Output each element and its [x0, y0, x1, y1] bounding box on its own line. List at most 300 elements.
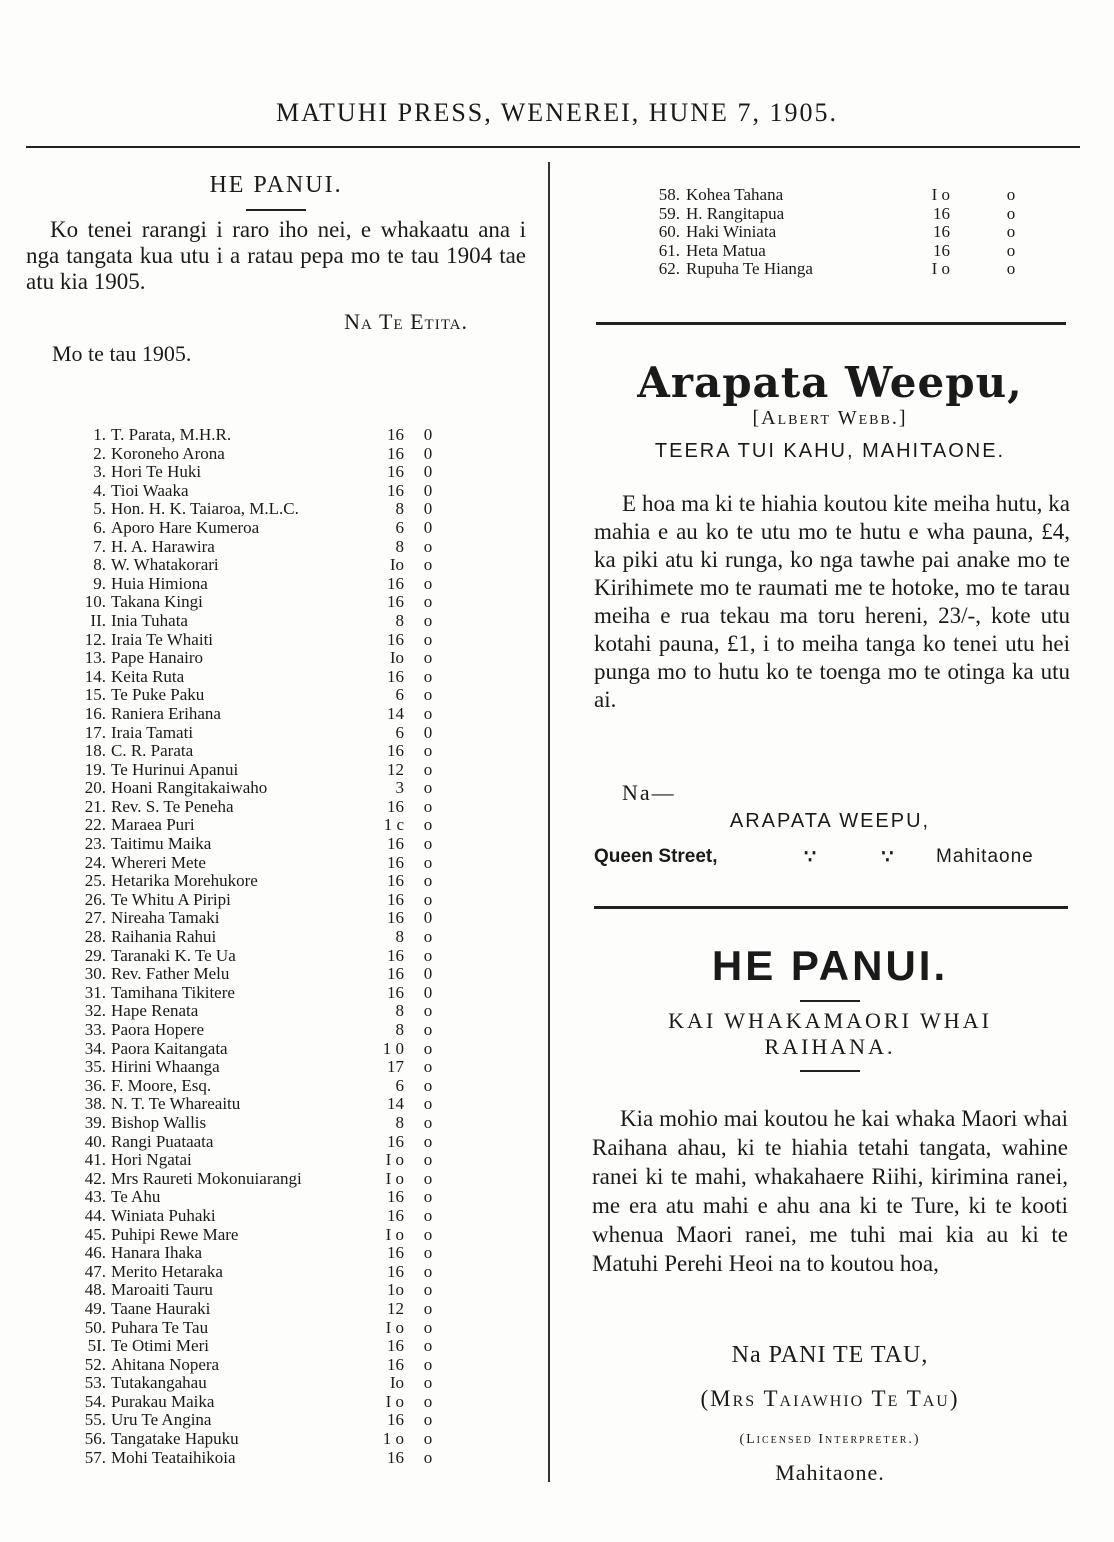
subscriber-number: 46. — [84, 1243, 106, 1263]
amount-pence: o — [423, 1280, 433, 1300]
amount-shillings: 16 — [387, 889, 404, 909]
subscriber-name: Winiata Puhaki — [111, 1205, 216, 1225]
subscriber-row — [74, 1411, 454, 1430]
subscriber-name: Paora Hopere — [111, 1020, 204, 1039]
subscriber-number: 12. — [84, 629, 106, 649]
subscriber-name: Hirini Whaanga — [111, 1057, 220, 1077]
subscriber-row — [74, 854, 454, 873]
subscriber-row — [74, 891, 454, 910]
column-divider — [548, 162, 550, 1482]
amount-pence: o — [423, 666, 433, 686]
amount-pence: o — [423, 1336, 433, 1356]
subscriber-number: 56. — [84, 1429, 106, 1449]
subscriber-number: 45. — [84, 1224, 106, 1244]
subscriber-list-continued — [650, 186, 1030, 279]
subscriber-number: 13. — [84, 648, 106, 668]
subscriber-number: 55. — [84, 1410, 106, 1430]
subscriber-name: Raniera Erihana — [111, 703, 221, 723]
ad-na: Na— — [622, 780, 676, 805]
amount-shillings: 16 — [933, 222, 950, 242]
subscriber-row — [74, 1281, 454, 1300]
year-heading: Mo te tau 1905. — [52, 341, 192, 366]
header-rule — [26, 146, 1080, 148]
subscriber-name: Keita Ruta — [111, 666, 185, 686]
notice2-signature: Na PANI TE TAU, — [731, 1342, 929, 1368]
subscriber-name: Purakau Maika — [111, 1391, 215, 1411]
subscriber-row — [74, 1374, 454, 1393]
subscriber-name: Hoani Rangitakaiwaho — [111, 778, 268, 798]
subscriber-name: Mrs Raureti Mokonuiarangi — [111, 1168, 302, 1188]
ad-town: Mahitaone — [936, 846, 1034, 867]
amount-pence: o — [423, 1410, 433, 1430]
subscriber-number: 49. — [84, 1298, 106, 1318]
subscriber-number: 19. — [84, 759, 106, 779]
subscriber-number: 54. — [84, 1391, 106, 1411]
amount-pence: 0 — [423, 722, 433, 742]
subscriber-row — [74, 984, 454, 1003]
subscriber-row — [74, 1263, 454, 1282]
subscriber-row — [74, 1356, 454, 1375]
subscriber-name: Rev. Father Melu — [111, 964, 230, 984]
subscriber-name: Heta Matua — [686, 240, 766, 260]
newspaper-header: MATUHI PRESS, WENEREI, HUNE 7, 1905. — [276, 98, 838, 127]
amount-pence: o — [1006, 240, 1016, 260]
amount-pence: 0 — [423, 908, 433, 928]
subscriber-name: Hori Ngatai — [111, 1150, 192, 1170]
amount-pence: o — [423, 778, 433, 798]
amount-shillings: 16 — [387, 480, 404, 500]
subscriber-row — [74, 445, 454, 464]
subscriber-row — [74, 1188, 454, 1207]
amount-pence: o — [423, 871, 433, 891]
subscriber-row — [74, 686, 454, 705]
subscriber-row — [74, 1002, 454, 1021]
notice2-body: Kia mohio mai koutou he kai whaka Maori whai Raihana ahau, ki te hiahia tetahi tangata, wahine ranei ki te mahi, whakahaere Riihi, kirimina ranei, me era atu mahi e ahu ana ki te Ture, ki te kooti whenua Maori ranei, me tuhi mai kia au ki te Matuhi Perehi Heoi na to koutou hoa, — [592, 1106, 1068, 1276]
subscriber-row — [74, 1114, 454, 1133]
amount-pence: o — [423, 555, 433, 575]
amount-pence: o — [423, 945, 433, 965]
subscriber-row — [74, 928, 454, 947]
subscriber-number: 14. — [84, 666, 106, 686]
subscriber-name: Hape Renata — [111, 1001, 199, 1021]
subscriber-number: 5. — [93, 499, 106, 519]
subscriber-name: Te Ahu — [111, 1187, 161, 1207]
subscriber-row — [74, 1021, 454, 1040]
subscriber-number: 28. — [84, 927, 106, 947]
amount-pence: o — [423, 927, 433, 947]
subscriber-row — [74, 1151, 454, 1170]
amount-pence: o — [423, 1224, 433, 1244]
subscriber-row — [74, 575, 454, 594]
subscriber-row — [74, 649, 454, 668]
subscriber-name: H. A. Harawira — [111, 536, 215, 556]
amount-pence: o — [423, 1131, 433, 1151]
notice-intro: Ko tenei rarangi i raro iho nei, e whakaatu ana i nga tangata kua utu i a ratau pepa mo te tau 1904 tae atu kia 1905. — [26, 217, 526, 294]
subscriber-row — [74, 1430, 454, 1449]
amount-pence: 0 — [423, 964, 433, 984]
subscriber-name: T. Parata, M.H.R. — [111, 425, 232, 444]
amount-pence: o — [423, 852, 433, 872]
subscriber-name: Hetarika Morehukore — [111, 871, 258, 891]
subscriber-name: Taane Hauraki — [111, 1298, 211, 1318]
ad-trade: TEERA TUI KAHU, MAHITAONE. — [654, 440, 1006, 462]
subscriber-name: Puhara Te Tau — [111, 1317, 209, 1337]
amount-shillings: 16 — [387, 1131, 404, 1151]
amount-shillings: 16 — [387, 573, 404, 593]
subscriber-row — [74, 668, 454, 687]
amount-pence: o — [423, 1094, 433, 1114]
amount-pence: o — [423, 573, 433, 593]
amount-pence: o — [1006, 203, 1016, 223]
left-column — [26, 172, 526, 367]
subscriber-number: 52. — [84, 1354, 106, 1374]
subscriber-row — [74, 798, 454, 817]
amount-pence: 0 — [423, 425, 433, 444]
subscriber-name: Taranaki K. Te Ua — [111, 945, 236, 965]
subscriber-number: 35. — [84, 1057, 106, 1077]
amount-shillings: 16 — [387, 1243, 404, 1263]
subscriber-number: 32. — [84, 1001, 106, 1021]
notice-title: HE PANUI. — [209, 172, 343, 198]
subscriber-name: Kohea Tahana — [686, 185, 784, 204]
subscriber-number: II. — [90, 610, 106, 630]
amount-shillings: 16 — [387, 852, 404, 872]
subscriber-row — [74, 1244, 454, 1263]
subscriber-number: 50. — [84, 1317, 106, 1337]
subscriber-name: Te Puke Paku — [111, 685, 205, 705]
amount-shillings: 14 — [387, 1094, 404, 1114]
amount-shillings: 16 — [387, 1354, 404, 1374]
amount-pence: o — [423, 648, 433, 668]
amount-pence: o — [1006, 222, 1016, 242]
amount-shillings: 8 — [395, 1001, 404, 1021]
amount-shillings: 6 — [395, 1075, 404, 1095]
subscriber-name: Raihania Rahui — [111, 927, 217, 947]
amount-shillings: 8 — [395, 1020, 404, 1039]
subscriber-name: Huia Himiona — [111, 573, 208, 593]
amount-shillings: Io — [389, 555, 404, 575]
subscriber-number: 47. — [84, 1261, 106, 1281]
subscriber-row — [74, 500, 454, 519]
subscriber-row — [74, 612, 454, 631]
subscriber-row — [74, 835, 454, 854]
amount-shillings: 8 — [395, 499, 404, 519]
amount-pence: o — [423, 834, 433, 854]
amount-pence: 0 — [423, 499, 433, 519]
amount-shillings: I o — [931, 185, 950, 204]
subscriber-number: 16. — [84, 703, 106, 723]
notice2-town: Mahitaone. — [775, 1460, 885, 1485]
amount-pence: o — [423, 1447, 433, 1467]
ad-signature: ARAPATA WEEPU, — [729, 810, 931, 832]
amount-shillings: 16 — [387, 908, 404, 928]
subscriber-number: 62. — [658, 259, 680, 279]
subscriber-number: 6. — [93, 517, 106, 537]
notice2-name: (Mrs Taiawhio Te Tau) — [700, 1386, 960, 1411]
subscriber-number: 18. — [84, 741, 106, 761]
amount-shillings: 3 — [395, 778, 404, 798]
ad-street: Queen Street, — [594, 846, 718, 867]
subscriber-number: 2. — [93, 443, 106, 463]
subscriber-number: 26. — [84, 889, 106, 909]
amount-pence: o — [423, 1057, 433, 1077]
subscriber-name: Uru Te Angina — [111, 1410, 212, 1430]
subscriber-row — [74, 1170, 454, 1189]
subscriber-number: 21. — [84, 796, 106, 816]
subscriber-row — [74, 1319, 454, 1338]
amount-shillings: 16 — [933, 240, 950, 260]
amount-shillings: I o — [385, 1317, 404, 1337]
subscriber-name: W. Whatakorari — [111, 555, 219, 575]
amount-pence: o — [1006, 259, 1016, 279]
amount-pence: o — [423, 889, 433, 909]
amount-pence: o — [423, 536, 433, 556]
amount-pence: o — [423, 1150, 433, 1170]
subscriber-row — [74, 761, 454, 780]
subscriber-row — [74, 538, 454, 557]
subscriber-name: Rupuha Te Hianga — [686, 259, 813, 279]
subscriber-name: Iraia Tamati — [111, 722, 194, 742]
amount-shillings: 16 — [387, 462, 404, 482]
subscriber-number: 8. — [93, 555, 106, 575]
subscriber-number: 57. — [84, 1447, 106, 1467]
amount-shillings: I o — [385, 1224, 404, 1244]
subscriber-name: Hon. H. K. Taiaroa, M.L.C. — [111, 499, 299, 519]
amount-pence: o — [423, 592, 433, 612]
subscriber-name: Ahitana Nopera — [111, 1354, 220, 1374]
subscriber-row — [74, 872, 454, 891]
subscriber-number: 53. — [84, 1373, 106, 1393]
subscriber-number: 41. — [84, 1150, 106, 1170]
amount-shillings: I o — [385, 1391, 404, 1411]
subscriber-row — [74, 556, 454, 575]
subscriber-row — [74, 779, 454, 798]
subscriber-row — [74, 482, 454, 501]
subscriber-number: 9. — [93, 573, 106, 593]
tailor-advertisement — [560, 358, 1100, 463]
editor-signature: Na Te Etita. — [344, 309, 468, 334]
amount-pence: o — [423, 1187, 433, 1207]
amount-shillings: 16 — [387, 666, 404, 686]
subscriber-name: Takana Kingi — [111, 592, 203, 612]
subscriber-number: 40. — [84, 1131, 106, 1151]
subscriber-number: 34. — [84, 1038, 106, 1058]
notice2-subtitle: KAI WHAKAMAORI WHAI RAIHANA. — [668, 1008, 992, 1059]
amount-pence: o — [423, 1112, 433, 1132]
subscriber-number: 39. — [84, 1112, 106, 1132]
subscriber-number: 24. — [84, 852, 106, 872]
subscriber-name: Te Whitu A Piripi — [111, 889, 231, 909]
amount-pence: o — [423, 1243, 433, 1263]
amount-pence: o — [423, 815, 433, 835]
subscriber-name: Tamihana Tikitere — [111, 982, 235, 1002]
subscriber-name: H. Rangitapua — [686, 203, 785, 223]
subscriber-number: 48. — [84, 1280, 106, 1300]
amount-shillings: 16 — [387, 871, 404, 891]
amount-pence: 0 — [423, 982, 433, 1002]
amount-pence: o — [423, 1354, 433, 1374]
amount-pence: o — [423, 1205, 433, 1225]
amount-pence: o — [423, 685, 433, 705]
subscriber-number: 7. — [93, 536, 106, 556]
subscriber-number: 3. — [93, 462, 106, 482]
subscriber-number: 27. — [84, 908, 106, 928]
subscriber-number: 44. — [84, 1205, 106, 1225]
subscriber-name: C. R. Parata — [111, 741, 194, 761]
amount-pence: 0 — [423, 443, 433, 463]
subscriber-number: 5I. — [87, 1336, 106, 1356]
subscriber-number: 59. — [658, 203, 680, 223]
subscriber-row — [650, 242, 1030, 261]
amount-pence: o — [423, 703, 433, 723]
amount-pence: o — [423, 1038, 433, 1058]
subscriber-name: Rangi Puataata — [111, 1131, 214, 1151]
amount-shillings: 6 — [395, 517, 404, 537]
subscriber-row — [74, 909, 454, 928]
amount-pence: o — [423, 1168, 433, 1188]
subscriber-name: Pape Hanairo — [111, 648, 204, 668]
subscriber-name: Bishop Wallis — [111, 1112, 207, 1132]
subscriber-row — [74, 593, 454, 612]
subscriber-name: Aporo Hare Kumeroa — [111, 517, 260, 537]
amount-shillings: 16 — [387, 629, 404, 649]
ad-separator-rule-2 — [594, 906, 1068, 909]
ad-separator-rule — [596, 322, 1066, 325]
amount-pence: o — [423, 1261, 433, 1281]
subscriber-row — [74, 519, 454, 538]
subscriber-name: N. T. Te Whareaitu — [111, 1094, 241, 1114]
subscriber-row — [650, 260, 1030, 279]
amount-pence: o — [423, 1429, 433, 1449]
notice2-title: HE PANUI. — [711, 942, 949, 989]
subscriber-name: Nireaha Tamaki — [111, 908, 220, 928]
notice2-licensed: (Licensed Interpreter.) — [739, 1432, 921, 1447]
subscriber-name: Tangatake Hapuku — [111, 1429, 239, 1449]
title-rule — [246, 209, 306, 211]
subscriber-number: 60. — [658, 222, 680, 242]
subscriber-number: 23. — [84, 834, 106, 854]
amount-pence: o — [423, 629, 433, 649]
subscriber-number: 29. — [84, 945, 106, 965]
subscriber-name: Te Otimi Meri — [111, 1336, 209, 1356]
amount-shillings: I o — [931, 259, 950, 279]
ad-subtitle: [Albert Webb.] — [752, 407, 908, 429]
notice2-rule-2 — [800, 1070, 860, 1072]
amount-pence: o — [423, 1373, 433, 1393]
amount-shillings: 16 — [387, 1447, 404, 1467]
subscriber-row — [74, 1337, 454, 1356]
amount-pence: 0 — [423, 517, 433, 537]
subscriber-name: Whereri Mete — [111, 852, 206, 872]
subscriber-name: Taitimu Maika — [111, 834, 212, 854]
subscriber-number: 38. — [84, 1094, 106, 1114]
amount-pence: 0 — [423, 480, 433, 500]
amount-pence: o — [423, 1391, 433, 1411]
subscriber-number: 31. — [84, 982, 106, 1002]
amount-shillings: 16 — [387, 425, 404, 444]
subscriber-name: Merito Hetaraka — [111, 1261, 223, 1281]
amount-shillings: 17 — [387, 1057, 404, 1077]
amount-shillings: 1 0 — [382, 1038, 404, 1058]
ad-dots: ∵ ∵ — [804, 847, 924, 868]
amount-shillings: 6 — [395, 685, 404, 705]
amount-pence: 0 — [423, 462, 433, 482]
amount-shillings: 14 — [387, 703, 404, 723]
subscriber-number: 10. — [84, 592, 106, 612]
subscriber-name: Te Hurinui Apanui — [111, 759, 239, 779]
subscriber-row — [74, 1133, 454, 1152]
amount-shillings: 8 — [395, 927, 404, 947]
amount-shillings: Io — [389, 648, 404, 668]
subscriber-row — [74, 947, 454, 966]
subscriber-name: Paora Kaitangata — [111, 1038, 228, 1058]
amount-shillings: 16 — [387, 741, 404, 761]
amount-shillings: 16 — [387, 834, 404, 854]
subscriber-row — [74, 965, 454, 984]
subscriber-number: 4. — [93, 480, 106, 500]
subscriber-row — [74, 1300, 454, 1319]
amount-shillings: 12 — [387, 1298, 404, 1318]
amount-shillings: 16 — [387, 1410, 404, 1430]
subscriber-number: 25. — [84, 871, 106, 891]
amount-shillings: 16 — [387, 945, 404, 965]
amount-shillings: 16 — [933, 203, 950, 223]
subscriber-number: 30. — [84, 964, 106, 984]
subscriber-row — [74, 1058, 454, 1077]
subscriber-row — [74, 816, 454, 835]
subscriber-row — [74, 1207, 454, 1226]
subscriber-number: 17. — [84, 722, 106, 742]
amount-pence: o — [423, 1020, 433, 1039]
subscriber-row — [74, 1393, 454, 1412]
amount-pence: o — [423, 741, 433, 761]
subscriber-row — [74, 742, 454, 761]
subscriber-number: 42. — [84, 1168, 106, 1188]
ad-body: E hoa ma ki te hiahia koutou kite meiha hutu, ka mahia e au ko te utu mo te hutu e wha pauna, £4, ka piki atu ki runga, ko nga tawhe pai anake mo te Kirihimete mo te raumati me te hotoke, mo te tarau meiha e rua tekau ma toru hereni, 23/-, kote utu kotahi pauna, £1, i to meiha tanga ko tenei utu hei punga mo to hutu ko te toenga mo te otinga ka utu ai. — [594, 491, 1070, 712]
subscriber-name: Maroaiti Tauru — [111, 1280, 213, 1300]
amount-pence: o — [1006, 185, 1016, 204]
interpreter-notice — [560, 942, 1100, 1078]
subscriber-row — [74, 724, 454, 743]
subscriber-name: Puhipi Rewe Mare — [111, 1224, 239, 1244]
subscriber-name: Koroneho Arona — [111, 443, 225, 463]
amount-shillings: 16 — [387, 1336, 404, 1356]
subscriber-name: Mohi Teataihikoia — [111, 1447, 236, 1467]
subscriber-row — [650, 186, 1030, 205]
subscriber-number: 20. — [84, 778, 106, 798]
amount-shillings: 8 — [395, 536, 404, 556]
subscriber-number: 61. — [658, 240, 680, 260]
amount-shillings: 16 — [387, 1187, 404, 1207]
amount-shillings: 1 c — [383, 815, 404, 835]
subscriber-number: 43. — [84, 1187, 106, 1207]
subscriber-name: Tutakangahau — [111, 1373, 207, 1393]
amount-shillings: 6 — [395, 722, 404, 742]
subscriber-row — [74, 1449, 454, 1468]
subscriber-row — [74, 1077, 454, 1096]
subscriber-list — [74, 426, 454, 1467]
subscriber-name: Hori Te Huki — [111, 462, 202, 482]
amount-shillings: I o — [385, 1150, 404, 1170]
subscriber-row — [650, 205, 1030, 224]
amount-shillings: I o — [385, 1168, 404, 1188]
amount-pence: o — [423, 1075, 433, 1095]
subscriber-row — [74, 463, 454, 482]
subscriber-row — [650, 223, 1030, 242]
amount-shillings: 1 o — [382, 1429, 404, 1449]
subscriber-row — [74, 631, 454, 650]
subscriber-row — [74, 1226, 454, 1245]
